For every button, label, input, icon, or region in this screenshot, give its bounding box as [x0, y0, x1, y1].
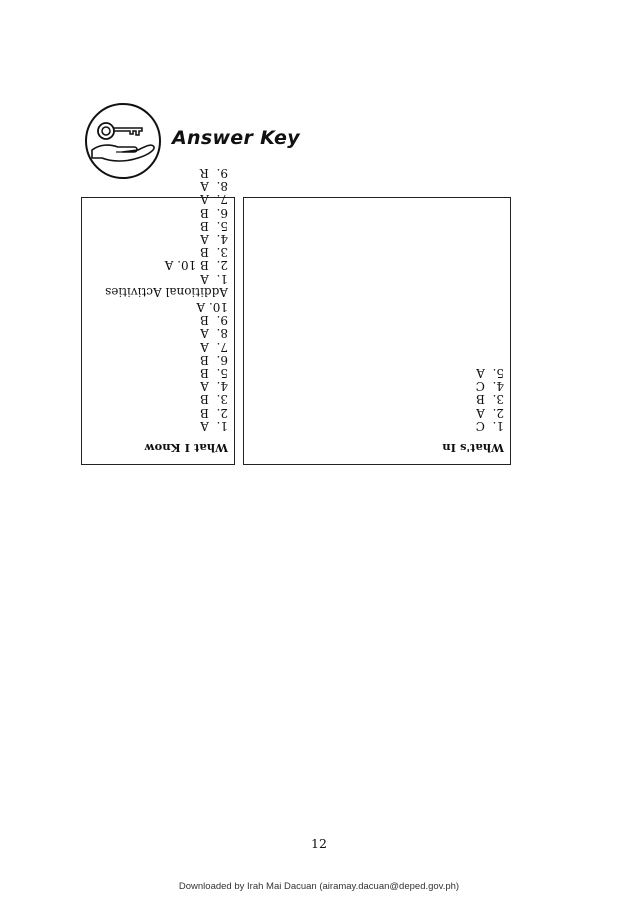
section-heading: What I Know — [144, 441, 228, 455]
answer-item: 1. A — [200, 271, 228, 286]
answer-box-right — [243, 197, 511, 465]
answer-item: 1. C — [475, 418, 504, 433]
section-heading: What's In — [442, 441, 504, 455]
answer-item: 9. B — [200, 313, 228, 328]
answer-item: 7. A — [200, 192, 228, 207]
answer-item: 6. B — [200, 205, 228, 220]
page-title: Answer Key — [172, 127, 300, 149]
answer-box-left — [81, 165, 235, 465]
answer-item: 6. B — [200, 352, 228, 367]
answer-item: 5. A — [476, 365, 504, 380]
page-number: 12 — [311, 836, 327, 851]
answer-item: 5. B — [200, 218, 228, 233]
download-footer: Downloaded by Irah Mai Dacuan (airamay.dacuan@deped.gov.ph) — [178, 881, 460, 892]
answer-item: 9. R — [199, 165, 228, 180]
section-subheading: Additional Activities — [105, 284, 228, 299]
answer-item: 4. A — [200, 231, 228, 246]
answer-item: 10. A — [196, 299, 228, 314]
answer-item: 8. A — [200, 179, 228, 194]
answer-item: 3. B — [200, 245, 228, 260]
answer-item: 4. C — [475, 379, 504, 394]
answer-item: 2. A — [476, 405, 504, 420]
answer-item: 8. A — [200, 326, 228, 341]
answer-item: 1. A — [200, 418, 228, 433]
answer-item: 7. A — [200, 339, 228, 354]
answer-item: 2. B — [200, 405, 228, 420]
answer-item: 4. A — [200, 379, 228, 394]
answer-item: 3. B — [476, 392, 504, 407]
answer-item: 5. B — [200, 365, 228, 380]
answer-item: 3. B — [200, 392, 228, 407]
answer-item: 2. B 10. A — [164, 258, 228, 273]
